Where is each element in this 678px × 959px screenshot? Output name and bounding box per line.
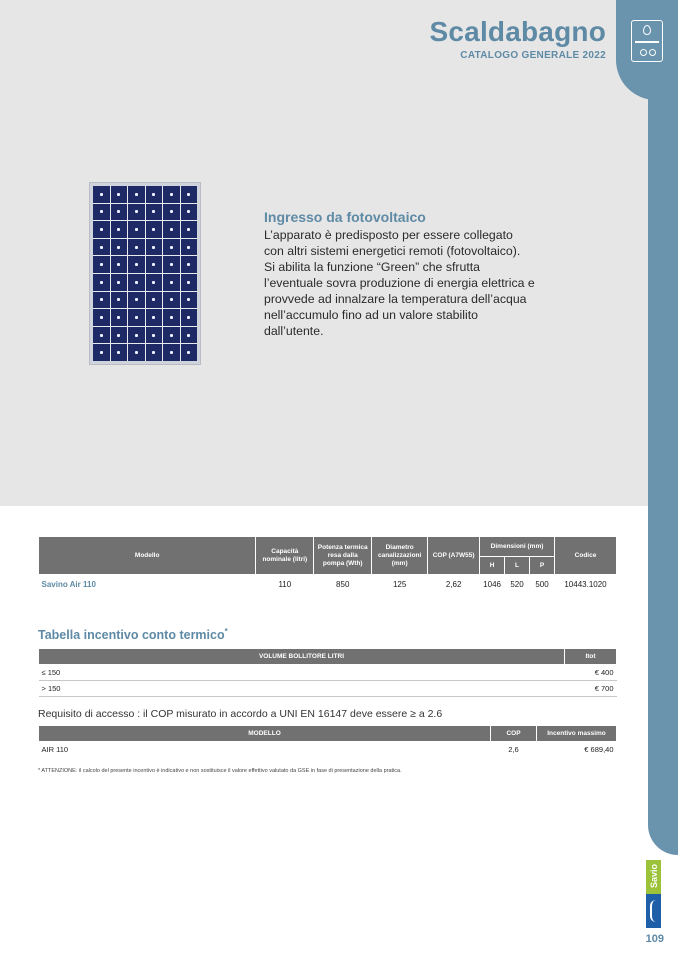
- solar-cell: [111, 344, 128, 361]
- solar-cell: [181, 204, 198, 221]
- feature-line: dall’utente.: [264, 324, 324, 338]
- cell-potenza: 850: [336, 580, 350, 589]
- table-row: [39, 575, 617, 595]
- cell-cop: 2,6: [508, 745, 519, 755]
- feature-line: provvede ad innalzare la temperatura dell’acqua: [264, 292, 527, 306]
- solar-cell: [181, 344, 198, 361]
- catalog-subtitle: CATALOGO GENERALE 2022: [460, 50, 606, 61]
- solar-cell: [93, 309, 110, 326]
- solar-cell: [163, 256, 180, 273]
- solar-cell: [181, 292, 198, 309]
- cop-table: [38, 725, 617, 758]
- col-capacita: Capacità nominale (litri): [256, 537, 314, 575]
- solar-cell: [146, 292, 163, 309]
- solar-cell: [146, 327, 163, 344]
- brand-logo: [646, 860, 661, 928]
- solar-cell: [163, 327, 180, 344]
- solar-cell: [181, 256, 198, 273]
- solar-cell: [128, 274, 145, 291]
- feature-line: con altri sistemi energetici remoti (fotovoltaico).: [264, 244, 521, 258]
- disclaimer-note: * ATTENZIONE: il calcolo del presente incentivo è indicativo e non sostituisce il valore effettivo valutato da GSE in fase di presentazione della pratica.: [38, 768, 402, 774]
- solar-cell: [146, 256, 163, 273]
- col-itot: Itot: [565, 649, 617, 665]
- col-codice: Codice: [555, 537, 617, 575]
- side-band: [648, 0, 678, 855]
- table-row: [39, 681, 617, 697]
- cell-volume: > 150: [39, 681, 565, 697]
- incentive-title-mark: *: [224, 627, 228, 636]
- solar-cell: [128, 186, 145, 203]
- solar-cell: [146, 344, 163, 361]
- feature-line: l’eventuale sovra produzione di energia elettrica e: [264, 276, 535, 290]
- incentive-title-text: Tabella incentivo conto termico: [38, 628, 225, 643]
- solar-cell: [181, 239, 198, 256]
- col-h: H: [480, 557, 505, 575]
- cell-modello: Savino Air 110: [41, 580, 96, 589]
- solar-cell: [146, 221, 163, 238]
- solar-cell: [163, 204, 180, 221]
- col-dimensioni: Dimensioni (mm): [480, 537, 555, 557]
- col-p: P: [530, 557, 555, 575]
- solar-cell: [128, 327, 145, 344]
- feature-description: [264, 227, 544, 339]
- brand-name: Savio: [649, 864, 659, 889]
- feature-line: nell’accumulo fino ad un valore stabilito: [264, 308, 478, 322]
- col-diametro: Diametro canalizzazioni (mm): [372, 537, 428, 575]
- cell-p: 500: [535, 580, 549, 589]
- col-modello: Modello: [39, 537, 256, 575]
- solar-cell: [93, 239, 110, 256]
- solar-cell: [128, 292, 145, 309]
- solar-cell: [93, 204, 110, 221]
- cell-cop: 2,62: [445, 580, 462, 589]
- solar-cell: [163, 292, 180, 309]
- solar-cell: [93, 344, 110, 361]
- solar-cell: [181, 274, 198, 291]
- solar-cell: [128, 256, 145, 273]
- solar-cell: [93, 292, 110, 309]
- feature-line: Si abilita la funzione “Green” che sfrutta: [264, 260, 480, 274]
- cell-diametro: 125: [392, 580, 407, 589]
- solar-cell: [111, 221, 128, 238]
- solar-cell: [111, 309, 128, 326]
- spec-table: [38, 536, 617, 594]
- solar-cell: [111, 186, 128, 203]
- water-heater-icon: [631, 20, 663, 62]
- cell-capacita: 110: [278, 580, 292, 589]
- cell-itot: € 700: [565, 681, 617, 697]
- solar-panel-image: [89, 182, 201, 365]
- solar-cell: [128, 204, 145, 221]
- cell-volume: ≤ 150: [39, 665, 565, 681]
- col-potenza: Potenza termica resa dalla pompa (Wth): [314, 537, 372, 575]
- solar-cell: [128, 239, 145, 256]
- col-volume: VOLUME BOLLITORE LITRI: [39, 649, 565, 665]
- feature-title: Ingresso da fotovoltaico: [264, 209, 426, 225]
- cell-codice: 10443.1020: [564, 580, 607, 589]
- solar-cell: [163, 221, 180, 238]
- col-cop: COP: [491, 726, 537, 742]
- col-l: L: [505, 557, 530, 575]
- solar-cell: [181, 186, 198, 203]
- cell-h: 1046: [483, 580, 501, 589]
- solar-cell: [181, 309, 198, 326]
- solar-cell: [93, 274, 110, 291]
- solar-cell: [146, 204, 163, 221]
- solar-cell: [163, 344, 180, 361]
- solar-cell: [181, 221, 198, 238]
- page-title: Scaldabagno: [429, 16, 606, 47]
- solar-cell: [93, 186, 110, 203]
- solar-cell: [181, 327, 198, 344]
- incentive-title: [38, 627, 228, 642]
- feature-line: L’apparato è predisposto per essere collegato: [264, 228, 513, 242]
- cell-incentivo: € 689,40: [584, 745, 614, 755]
- cell-modello: AIR 110: [41, 745, 69, 755]
- col-cop: COP (A7W55): [428, 537, 480, 575]
- solar-cell: [128, 344, 145, 361]
- solar-cell: [111, 239, 128, 256]
- col-incentivo: Incentivo massimo: [537, 726, 617, 742]
- brand-mark-icon: [650, 900, 657, 922]
- solar-cell: [93, 327, 110, 344]
- solar-cell: [93, 256, 110, 273]
- solar-cell: [111, 274, 128, 291]
- solar-cell: [111, 204, 128, 221]
- solar-cell: [93, 221, 110, 238]
- solar-cell: [146, 309, 163, 326]
- access-requisite: Requisito di accesso : il COP misurato in accordo a UNI EN 16147 deve essere ≥ a 2.6: [38, 708, 443, 720]
- solar-cell: [111, 292, 128, 309]
- solar-cell: [146, 274, 163, 291]
- page-number: 109: [645, 933, 664, 945]
- incentive-table: [38, 648, 617, 697]
- solar-cell: [163, 186, 180, 203]
- solar-cell: [163, 239, 180, 256]
- solar-cell: [146, 239, 163, 256]
- solar-cell: [111, 327, 128, 344]
- solar-cell: [128, 221, 145, 238]
- cell-l: 520: [510, 580, 524, 589]
- solar-cell: [128, 309, 145, 326]
- solar-cell: [163, 309, 180, 326]
- table-row: [39, 665, 617, 681]
- solar-cell: [163, 274, 180, 291]
- solar-cell: [146, 186, 163, 203]
- solar-cell: [111, 256, 128, 273]
- table-row: [39, 742, 617, 758]
- cell-itot: € 400: [565, 665, 617, 681]
- col-modello: MODELLO: [39, 726, 491, 742]
